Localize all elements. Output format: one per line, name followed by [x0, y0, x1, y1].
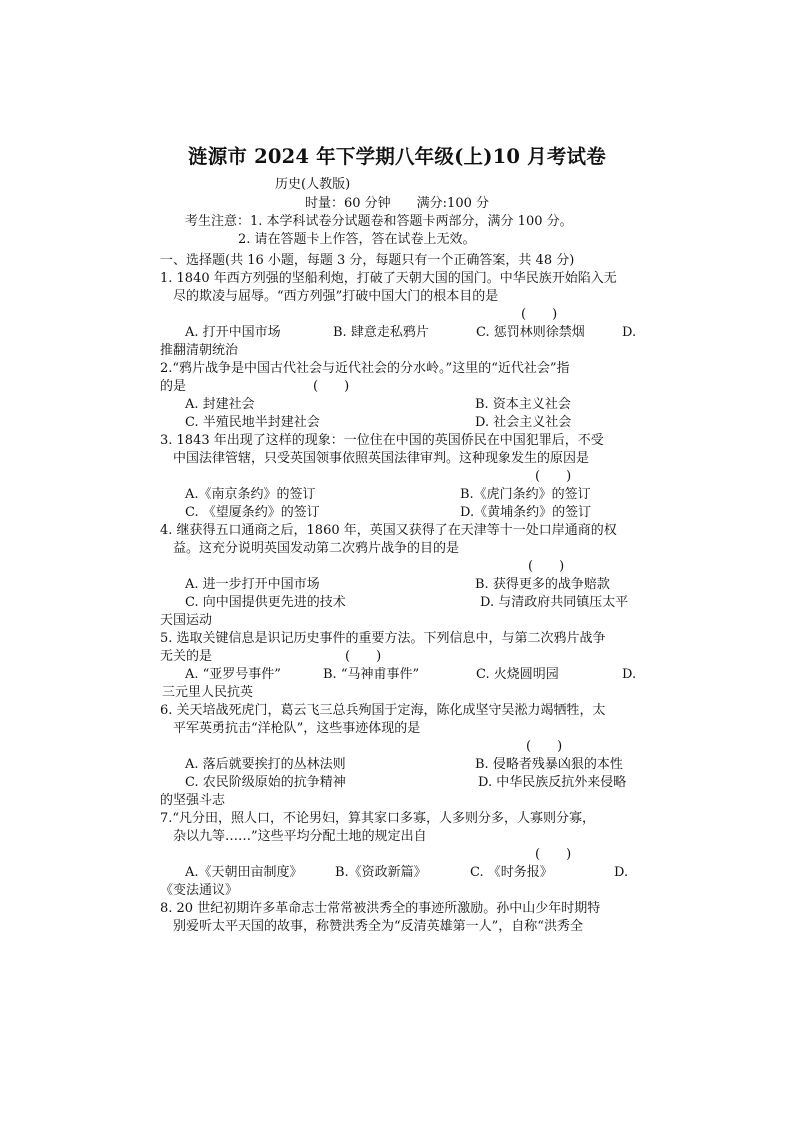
q5-stem-line2: 无关的是: [160, 649, 213, 664]
q7-stem-line2: 杂以九等……”这些平均分配土地的规定出自: [173, 829, 427, 844]
q5-answer-paren: ( ): [345, 649, 382, 664]
q3-option-a: A.《南京条约》的签订: [185, 487, 316, 502]
q2-option-a: A. 封建社会: [185, 397, 255, 412]
q2-stem-line1: 2.“鸦片战争是中国古代社会与近代社会的分水岭。”这里的“近代社会”指: [160, 361, 570, 376]
q1-option-a: A. 打开中国市场: [185, 325, 281, 340]
q2-stem-line2: 的是: [160, 379, 187, 394]
q4-answer-paren: ( ): [528, 559, 565, 574]
q1-stem-line1: 1. 1840 年西方列强的坚船利炮，打破了天朝大国的国门。中华民族开始陷入无: [160, 271, 617, 286]
q7-answer-paren: ( ): [535, 847, 572, 862]
q2-option-c: C. 半殖民地半封建社会: [185, 415, 320, 430]
q1-option-c: C. 惩罚林则徐禁烟: [476, 325, 585, 340]
q6-option-d-line2: 的坚强斗志: [160, 793, 226, 808]
q7-option-a: A.《天朝田亩制度》: [185, 865, 303, 880]
q3-stem-line1: 3. 1843 年出现了这样的现象：一位住在中国的英国侨民在中国犯罪后，不受: [160, 433, 604, 448]
q3-answer-paren: ( ): [535, 469, 572, 484]
q6-option-a: A. 落后就要挨打的丛林法则: [185, 757, 346, 772]
q6-option-c: C. 农民阶级原始的抗争精神: [185, 775, 346, 790]
exam-notice-1: 考生注意：1. 本学科试卷分试题卷和答题卡两部分，满分 100 分。: [185, 214, 573, 229]
q1-stem-line2: 尽的欺凌与屈辱。“西方列强”打破中国大门的根本目的是: [173, 289, 499, 304]
q5-option-b: B. “马神甫事件”: [323, 667, 420, 682]
q7-option-c: C. 《时务报》: [470, 865, 553, 880]
q6-option-b: B. 侵略者残暴凶狠的本性: [475, 757, 623, 772]
q3-option-d: D.《黄埔条约》的签订: [460, 505, 592, 520]
exam-title: 涟源市 2024 年下学期八年级(上)10 月考试卷: [188, 145, 606, 168]
q4-stem-line1: 4. 继获得五口通商之后，1860 年，英国又获得了在天津等十一处口岸通商的权: [160, 523, 617, 538]
q6-stem-line1: 6. 关天培战死虎门，葛云飞三总兵殉国于定海，陈化成坚守吴淞力竭牺牲，太: [160, 703, 606, 718]
section-heading: 一、选择题(共 16 小题，每题 3 分，每题只有一个正确答案，共 48 分): [160, 253, 575, 268]
exam-subject: 历史(人教版): [275, 177, 351, 192]
q2-option-b: B. 资本主义社会: [475, 397, 571, 412]
q5-stem-line1: 5. 选取关键信息是识记历史事件的重要方法。下列信息中，与第二次鸦片战争: [160, 631, 606, 646]
q7-option-d-text: 《变法通议》: [160, 883, 239, 898]
q1-answer-paren: ( ): [521, 307, 558, 322]
q8-stem-line1: 8. 20 世纪初期许多革命志士常常被洪秀全的事迹所激励。孙中山少年时期特: [160, 901, 601, 916]
q4-option-d-line2: 天国运动: [160, 613, 213, 628]
exam-notice-2: 2. 请在答题卡上作答，答在试卷上无效。: [238, 232, 476, 247]
q3-option-c: C. 《望厦条约》的签订: [185, 505, 320, 520]
q1-option-d-label: D.: [622, 325, 637, 340]
q7-option-b: B.《资政新篇》: [335, 865, 427, 880]
q4-option-b: B. 获得更多的战争赔款: [475, 577, 610, 592]
q4-option-d-line1: D. 与清政府共同镇压太平: [480, 595, 629, 610]
q1-option-d-text: 推翻清朝统治: [160, 343, 239, 358]
q5-option-d-label: D.: [622, 667, 637, 682]
q4-option-a: A. 进一步打开中国市场: [185, 577, 320, 592]
q6-answer-paren: ( ): [526, 739, 563, 754]
q3-stem-line2: 中国法律管辖，只受英国领事依照英国法律审判。这种现象发生的原因是: [173, 451, 590, 466]
q7-option-d-label: D.: [614, 865, 629, 880]
q1-option-b: B. 肆意走私鸦片: [333, 325, 429, 340]
q2-answer-paren: ( ): [313, 379, 350, 394]
exam-time-score: 时量：60 分钟 满分:100 分: [305, 196, 489, 211]
q7-stem-line1: 7.“凡分田，照人口，不论男妇，算其家口多寡，人多则分多，人寡则分寡，: [160, 811, 596, 826]
q4-option-c: C. 向中国提供更先进的技术: [185, 595, 346, 610]
q8-stem-line2: 别爱听太平天国的故事，称赞洪秀全为“反清英雄第一人”，自称“洪秀全: [173, 919, 583, 934]
q2-option-d: D. 社会主义社会: [475, 415, 572, 430]
q6-option-d-line1: D. 中华民族反抗外来侵略: [478, 775, 627, 790]
q3-option-b: B.《虎门条约》的签订: [460, 487, 591, 502]
q5-option-a: A. “亚罗号事件”: [185, 667, 281, 682]
q5-option-d-text: 三元里人民抗英: [162, 685, 254, 700]
q4-stem-line2: 益。这充分说明英国发动第二次鸦片战争的目的是: [173, 541, 460, 556]
q5-option-c: C. 火烧圆明园: [476, 667, 559, 682]
q6-stem-line2: 平军英勇抗击“洋枪队”，这些事迹体现的是: [173, 721, 421, 736]
